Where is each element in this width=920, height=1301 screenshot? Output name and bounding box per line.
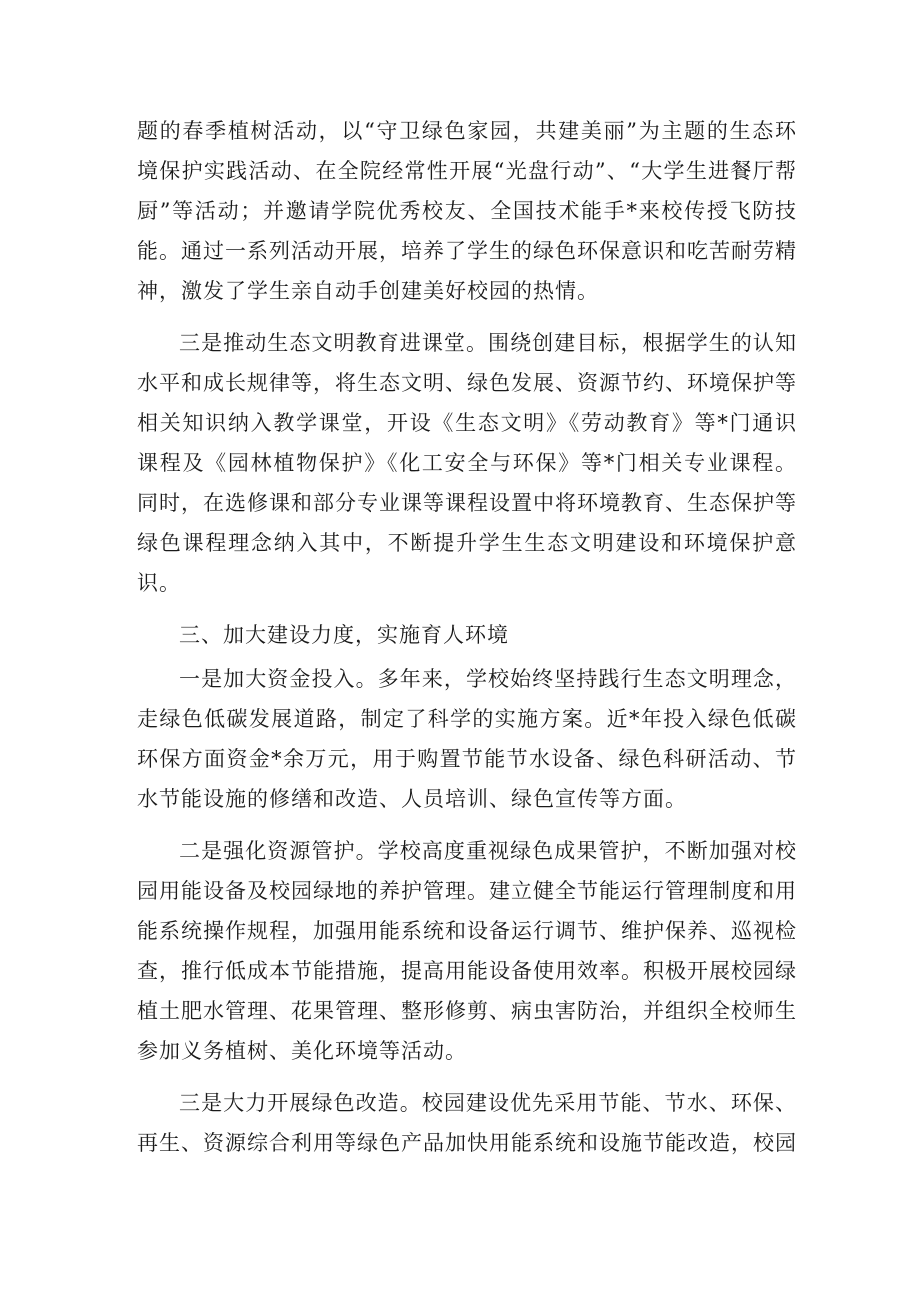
paragraph-green-renovation: 三是大力开展绿色改造。校园建设优先采用节能、节水、环保、再生、资源综合利用等绿色产品加快用能系统和设施节能改造，校园 bbox=[137, 1091, 797, 1155]
section-heading: 三、加大建设力度，实施育人环境 bbox=[179, 623, 509, 647]
document-body bbox=[137, 111, 797, 1175]
paragraph-ecology-education: 三是推动生态文明教育进课堂。围绕创建目标，根据学生的认知水平和成长规律等，将生态文明、绿色发展、资源节约、环境保护等相关知识纳入教学课堂，开设《生态文明》《劳动教育》等*门通识课程及《园林植物保护》《化工安全与环保》等*门相关专业课程。同时，在选修课和部分专业课等课程设置中将环境教育、生态保护等绿色课程理念纳入其中，不断提升学生生态文明建设和环境保护意识。 bbox=[137, 331, 797, 595]
paragraph-continued: 题的春季植树活动，以“守卫绿色家园，共建美丽”为主题的生态环境保护实践活动、在全院经常性开展“光盘行动”、“大学生进餐厅帮厨”等活动；并邀请学院优秀校友、全国技术能手*来校传授飞防技能。通过一系列活动开展，培养了学生的绿色环保意识和吃苦耐劳精神，激发了学生亲自动手创建美好校园的热情。 bbox=[137, 119, 797, 303]
paragraph-funding: 一是加大资金投入。多年来，学校始终坚持践行生态文明理念，走绿色低碳发展道路，制定了科学的实施方案。近*年投入绿色低碳环保方面资金*余万元，用于购置节能节水设备、绿色科研活动、节水节能设施的修缮和改造、人员培训、绿色宣传等方面。 bbox=[137, 667, 797, 811]
paragraph-resource-management: 二是强化资源管护。学校高度重视绿色成果管护，不断加强对校园用能设备及校园绿地的养护管理。建立健全节能运行管理制度和用能系统操作规程，加强用能系统和设备运行调节、维护保养、巡视检查，推行低成本节能措施，提高用能设备使用效率。积极开展校园绿植土肥水管理、花果管理、整形修剪、病虫害防治，并组织全校师生参加义务植树、美化环境等活动。 bbox=[137, 839, 797, 1063]
